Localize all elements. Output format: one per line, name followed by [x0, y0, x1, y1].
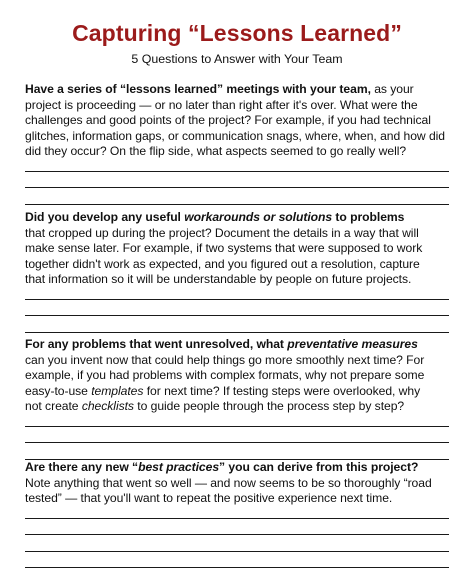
question-line [25, 113, 449, 129]
question-line [25, 241, 449, 257]
answer-line[interactable] [25, 552, 449, 569]
question-text-segment: as your [370, 82, 414, 96]
document-title: Capturing “Lessons Learned” [72, 20, 402, 46]
answer-lines [25, 293, 449, 333]
question-line [25, 353, 449, 369]
question-line [25, 144, 449, 160]
question-line [25, 384, 449, 400]
question-text-segment: glitches, information gaps, or communication snags, where, when, and how did [25, 128, 446, 143]
question-text-segment: Have a series of “lessons learned” meetings with your team, [25, 82, 371, 96]
question-line [25, 210, 449, 226]
answer-line[interactable] [25, 172, 449, 189]
answer-lines [25, 165, 449, 205]
question-text-segment: tested” — that you'll want to repeat the positive experience next time. [25, 491, 393, 506]
question-text-segment: workarounds or solutions [184, 210, 333, 224]
question-text [25, 460, 449, 507]
question-line [25, 226, 449, 242]
question-line [25, 476, 449, 492]
answer-line[interactable] [25, 443, 449, 460]
answer-line[interactable] [25, 427, 449, 444]
question-line [25, 257, 449, 273]
answer-line[interactable] [25, 316, 449, 333]
question-line [25, 82, 449, 98]
question-text-segment: easy-to-use [25, 383, 92, 398]
answer-line[interactable] [25, 420, 449, 427]
question-text [25, 82, 449, 160]
question-text-segment: did they occur? On the flip side, what aspects seemed to go really well? [25, 144, 407, 159]
question-text-segment: project is proceeding — or no later than right after it's over. What were the [25, 97, 418, 112]
question-text-segment: Note anything that went so well — and now seems to be so thoroughly “road [25, 475, 432, 490]
question-text-segment: checklists [81, 399, 134, 414]
question-line [25, 272, 449, 288]
question-text-segment: that information so it will be understandable by people on future projects. [25, 272, 412, 287]
question-text-segment: to problems [332, 210, 405, 224]
question-text-segment: For any problems that went unresolved, what [25, 337, 288, 351]
document-subtitle: 5 Questions to Answer with Your Team [131, 52, 343, 66]
question-text-segment: example, if you had problems with complex formats, why not prepare some [25, 368, 425, 383]
question-text-segment: ” you can derive from this project? [219, 460, 419, 474]
question-text-segment: can you invent now that could help things go more smoothly next time? For [25, 352, 425, 367]
question-text-segment: make sense later. For example, if two systems that were supposed to work [25, 241, 423, 256]
answer-line[interactable] [25, 293, 449, 300]
question-text-segment: Did you develop any useful [25, 210, 185, 224]
answer-line[interactable] [25, 300, 449, 317]
question-line [25, 368, 449, 384]
answer-lines [25, 420, 449, 460]
question-text-segment: templates [91, 383, 144, 398]
question-text-segment: not create [25, 399, 82, 414]
answer-line[interactable] [25, 512, 449, 519]
question-text [25, 337, 449, 415]
answer-lines [25, 512, 449, 569]
question-text-segment: best practices [138, 460, 220, 474]
question-text-segment: for next time? If testing steps were overlooked, why [143, 383, 421, 398]
question-section-1 [25, 82, 449, 205]
question-text-segment: that cropped up during the project? Document the details in a way that will [25, 225, 419, 240]
question-section-4 [25, 460, 449, 568]
question-text [25, 210, 449, 288]
question-text-segment: challenges and good points of the project? For example, if you had technical [25, 113, 431, 128]
question-text-segment: to guide people through the process step by step? [133, 399, 405, 414]
question-line [25, 98, 449, 114]
question-text-segment: preventative measures [287, 337, 418, 351]
answer-line[interactable] [25, 165, 449, 172]
question-line [25, 129, 449, 145]
question-text-segment: together didn't work as expected, and you figured out a resolution, capture [25, 256, 420, 271]
answer-line[interactable] [25, 535, 449, 552]
question-line [25, 399, 449, 415]
question-line [25, 337, 449, 353]
answer-line[interactable] [25, 188, 449, 205]
question-line [25, 491, 449, 507]
question-line [25, 460, 449, 476]
question-section-3 [25, 337, 449, 460]
question-text-segment: Are there any new “ [25, 460, 139, 474]
question-section-2 [25, 210, 449, 333]
answer-line[interactable] [25, 519, 449, 536]
